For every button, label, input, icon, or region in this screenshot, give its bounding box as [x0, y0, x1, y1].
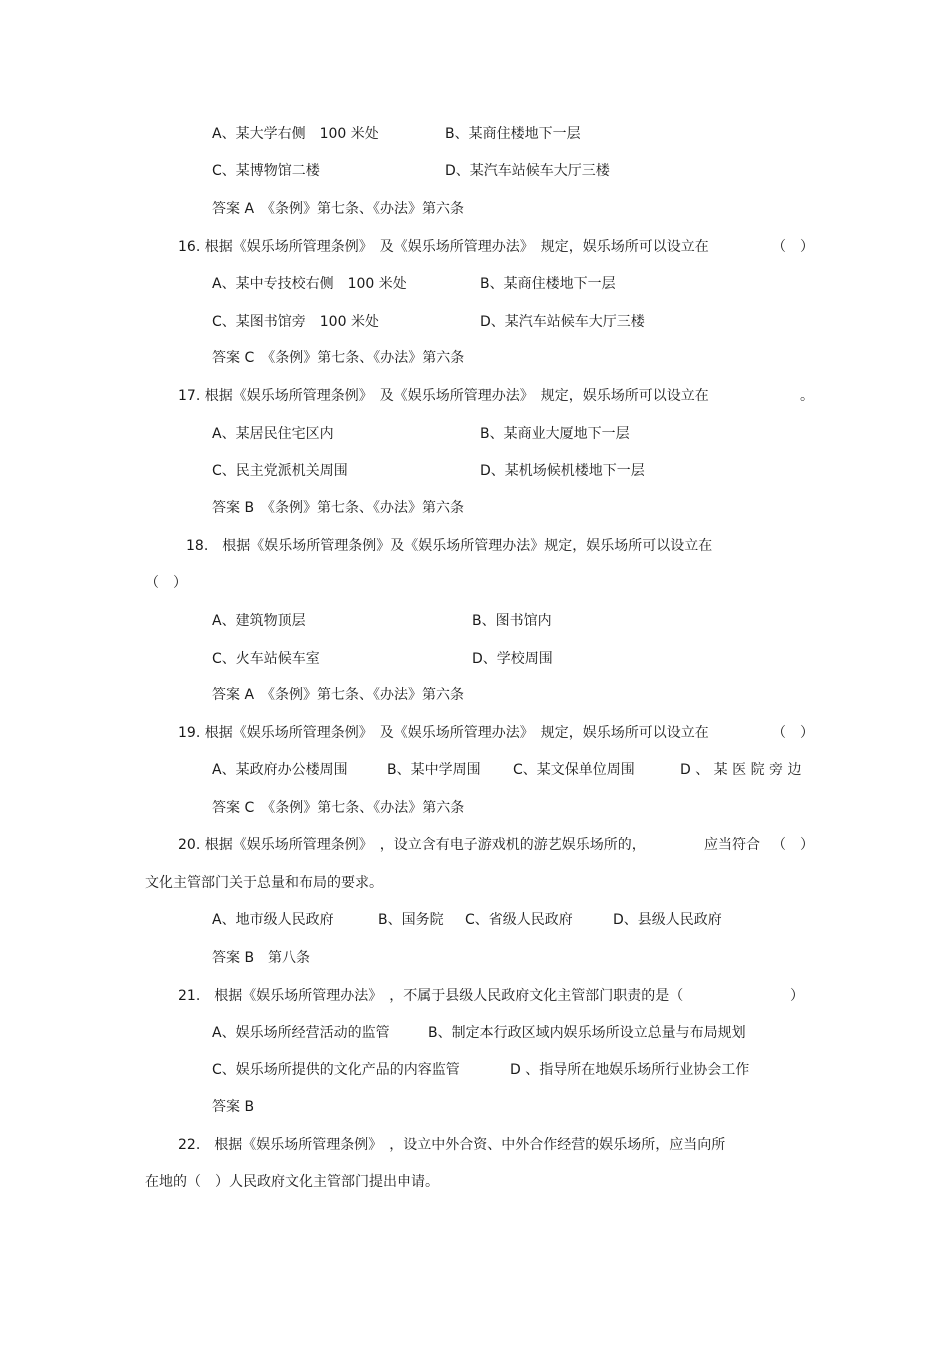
question-20-continuation: 应当符合	[704, 837, 760, 853]
question-17-option-c: C、民主党派机关周围	[212, 463, 348, 479]
question-22: 22. 根据《娱乐场所管理条例》 ，设立中外合资、中外合作经营的娱乐场所，应当向所	[178, 1137, 726, 1153]
question-18-option-c: C、火车站候车室	[212, 651, 320, 667]
question-20-option-c: C、省级人民政府	[465, 912, 573, 928]
option-a: A、某大学右侧 100 米处	[212, 126, 379, 142]
question-21: 21. 根据《娱乐场所管理办法》 ，不属于县级人民政府文化主管部门职责的是（	[178, 988, 684, 1004]
question-16-option-d: D、某汽车站候车大厅三楼	[480, 314, 645, 330]
question-21-option-b: B、制定本行政区域内娱乐场所设立总量与布局规划	[428, 1025, 746, 1041]
question-19-option-d: D 、 某 医 院 旁 边	[680, 762, 802, 778]
question-16-option-b: B、某商住楼地下一层	[480, 276, 616, 292]
question-16-option-a: A、某中专技校右侧 100 米处	[212, 276, 407, 292]
question-21-blank-close: ）	[790, 988, 804, 1004]
question-16: 16. 根据《娱乐场所管理条例》 及《娱乐场所管理办法》 规定，娱乐场所可以设立在	[178, 239, 709, 255]
question-16-blank: （ ）	[772, 239, 814, 255]
question-17-option-d: D、某机场候机楼地下一层	[480, 463, 645, 479]
question-18-option-a: A、建筑物顶层	[212, 613, 306, 629]
question-22-text-line2: 在地的（ ）人民政府文化主管部门提出申请。	[145, 1174, 439, 1190]
question-19-blank: （ ）	[772, 725, 814, 741]
question-20-option-b: B、国务院	[378, 912, 444, 928]
question-18-option-b: B、图书馆内	[472, 613, 552, 629]
question-20-answer: 答案 B 第八条	[212, 950, 311, 966]
question-20-blank: （ ）	[772, 837, 814, 853]
question-18-option-d: D、学校周围	[472, 651, 553, 667]
question-20-text-line2: 文化主管部门关于总量和布局的要求。	[145, 875, 383, 891]
question-21-option-c: C、娱乐场所提供的文化产品的内容监管	[212, 1062, 460, 1078]
question-19-option-c: C、某文保单位周围	[513, 762, 635, 778]
question-21-option-a: A、娱乐场所经营活动的监管	[212, 1025, 390, 1041]
answer-line: 答案 A 《条例》第七条、《办法》第六条	[212, 201, 465, 217]
question-20-option-d: D、县级人民政府	[613, 912, 722, 928]
question-18-blank: （ ）	[145, 575, 187, 591]
question-21-option-d: D 、指导所在地娱乐场所行业协会工作	[510, 1062, 750, 1078]
option-b: B、某商住楼地下一层	[445, 126, 581, 142]
question-17-option-b: B、某商业大厦地下一层	[480, 426, 630, 442]
question-17-answer: 答案 B 《条例》第七条、《办法》第六条	[212, 500, 465, 516]
question-21-answer: 答案 B	[212, 1099, 255, 1115]
question-17-option-a: A、某居民住宅区内	[212, 426, 334, 442]
question-17-blank: 。	[800, 388, 814, 404]
question-16-answer: 答案 C 《条例》第七条、《办法》第六条	[212, 350, 465, 366]
question-18-answer: 答案 A 《条例》第七条、《办法》第六条	[212, 687, 465, 703]
question-19-option-b: B、某中学周围	[387, 762, 481, 778]
question-19: 19. 根据《娱乐场所管理条例》 及《娱乐场所管理办法》 规定，娱乐场所可以设立在	[178, 725, 709, 741]
question-20-option-a: A、地市级人民政府	[212, 912, 334, 928]
question-16-option-c: C、某图书馆旁 100 米处	[212, 314, 379, 330]
option-d: D、某汽车站候车大厅三楼	[445, 163, 610, 179]
question-19-answer: 答案 C 《条例》第七条、《办法》第六条	[212, 800, 465, 816]
question-19-option-a: A、某政府办公楼周围	[212, 762, 348, 778]
option-c: C、某博物馆二楼	[212, 163, 320, 179]
question-18: 18. 根据《娱乐场所管理条例》及《娱乐场所管理办法》规定，娱乐场所可以设立在	[186, 538, 713, 554]
question-20: 20. 根据《娱乐场所管理条例》 ，设立含有电子游戏机的游艺娱乐场所的，	[178, 837, 646, 853]
question-17: 17. 根据《娱乐场所管理条例》 及《娱乐场所管理办法》 规定，娱乐场所可以设立在	[178, 388, 709, 404]
